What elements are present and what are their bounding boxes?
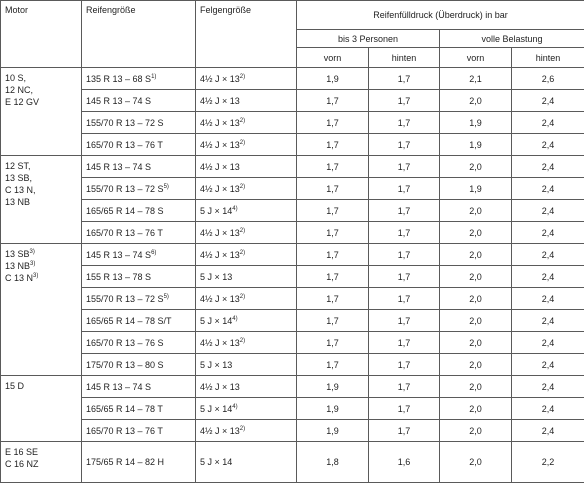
table-body <box>1 68 584 483</box>
pressure-3p-rear: 1,7 <box>369 200 440 222</box>
pressure-full-rear: 2,4 <box>512 112 584 134</box>
table-row <box>1 200 584 222</box>
table-row <box>1 442 584 483</box>
motor-name <box>5 272 77 284</box>
rim-size-text: 4½ J × 13 <box>200 118 240 128</box>
motor-cell <box>1 68 82 156</box>
tire-size-cell <box>82 310 196 332</box>
pressure-full-rear: 2,4 <box>512 156 584 178</box>
table-row <box>1 178 584 200</box>
pressure-3p-front: 1,7 <box>297 178 369 200</box>
rim-size-text: 4½ J × 13 <box>200 338 240 348</box>
motor-name <box>5 172 77 184</box>
table-row <box>1 112 584 134</box>
pressure-full-rear: 2,4 <box>512 420 584 442</box>
motor-name <box>5 248 77 260</box>
table-row <box>1 376 584 398</box>
rim-size-cell <box>196 310 297 332</box>
tire-size-text: 145 R 13 – 74 S <box>86 162 151 172</box>
pressure-3p-rear: 1,7 <box>369 178 440 200</box>
pressure-full-rear: 2,4 <box>512 376 584 398</box>
rim-size-cell <box>196 200 297 222</box>
rim-size-text: 4½ J × 13 <box>200 250 240 260</box>
rim-size-footnote: 2) <box>240 338 245 344</box>
motor-name <box>5 84 77 96</box>
pressure-full-front: 2,0 <box>440 376 512 398</box>
tire-size-cell <box>82 442 196 483</box>
pressure-full-front: 2,0 <box>440 222 512 244</box>
header-tire-size: Reifengröße <box>82 1 196 68</box>
table-row <box>1 288 584 310</box>
rim-size-text: 4½ J × 13 <box>200 74 240 84</box>
pressure-3p-front: 1,9 <box>297 398 369 420</box>
tire-size-cell <box>82 354 196 376</box>
pressure-3p-front: 1,7 <box>297 354 369 376</box>
rim-size-footnote: 2) <box>240 74 245 80</box>
table-row <box>1 310 584 332</box>
pressure-3p-rear: 1,7 <box>369 134 440 156</box>
tire-size-text: 145 R 13 – 74 S <box>86 382 151 392</box>
motor-cell <box>1 244 82 376</box>
pressure-full-rear: 2,4 <box>512 310 584 332</box>
tire-size-text: 165/70 R 13 – 76 T <box>86 140 163 150</box>
header-motor: Motor <box>1 1 82 68</box>
motor-footnote: 3) <box>30 261 35 267</box>
pressure-full-rear: 2,4 <box>512 266 584 288</box>
tire-size-text: 155/70 R 13 – 72 S <box>86 118 164 128</box>
motor-name-text: 13 NB <box>5 197 30 207</box>
tire-size-cell <box>82 266 196 288</box>
pressure-3p-front: 1,7 <box>297 156 369 178</box>
tire-size-footnote: 5) <box>164 294 169 300</box>
rim-size-footnote: 2) <box>240 228 245 234</box>
motor-name <box>5 380 77 392</box>
tire-size-text: 145 R 13 – 74 S <box>86 250 151 260</box>
motor-name-text: C 13 N, <box>5 185 36 195</box>
pressure-full-front: 2,0 <box>440 442 512 483</box>
table-header <box>1 1 584 68</box>
pressure-3p-rear: 1,7 <box>369 376 440 398</box>
table-row <box>1 156 584 178</box>
rim-size-text: 4½ J × 13 <box>200 228 240 238</box>
pressure-full-front: 2,0 <box>440 398 512 420</box>
rim-size-text: 5 J × 14 <box>200 316 232 326</box>
rim-size-cell <box>196 442 297 483</box>
table-row <box>1 354 584 376</box>
pressure-full-front: 2,0 <box>440 156 512 178</box>
motor-footnote: 3) <box>33 273 38 279</box>
rim-size-footnote: 2) <box>240 426 245 432</box>
rim-size-cell <box>196 178 297 200</box>
pressure-3p-rear: 1,7 <box>369 244 440 266</box>
tire-size-text: 145 R 13 – 74 S <box>86 96 151 106</box>
rim-size-cell <box>196 354 297 376</box>
pressure-full-front: 2,0 <box>440 200 512 222</box>
pressure-3p-rear: 1,7 <box>369 68 440 90</box>
tire-size-footnote: 6) <box>151 250 156 256</box>
tire-size-cell <box>82 398 196 420</box>
motor-name-text: 15 D <box>5 381 24 391</box>
pressure-full-rear: 2,4 <box>512 244 584 266</box>
pressure-full-rear: 2,6 <box>512 68 584 90</box>
rim-size-cell <box>196 90 297 112</box>
tire-size-text: 155/70 R 13 – 72 S <box>86 294 164 304</box>
rim-size-footnote: 4) <box>232 206 237 212</box>
pressure-3p-rear: 1,7 <box>369 398 440 420</box>
pressure-full-front: 1,9 <box>440 178 512 200</box>
rim-size-footnote: 4) <box>232 404 237 410</box>
tire-size-text: 165/65 R 14 – 78 T <box>86 404 163 414</box>
rim-size-cell <box>196 68 297 90</box>
tire-size-text: 155 R 13 – 78 S <box>86 272 151 282</box>
header-full-front: vorn <box>440 48 512 68</box>
rim-size-text: 4½ J × 13 <box>200 96 240 106</box>
motor-name-text: E 16 SE <box>5 447 38 457</box>
motor-name <box>5 458 77 470</box>
pressure-full-rear: 2,4 <box>512 222 584 244</box>
rim-size-cell <box>196 222 297 244</box>
table-row <box>1 398 584 420</box>
tire-size-cell <box>82 178 196 200</box>
table-row <box>1 134 584 156</box>
pressure-3p-rear: 1,6 <box>369 442 440 483</box>
pressure-full-front: 2,0 <box>440 332 512 354</box>
rim-size-text: 4½ J × 13 <box>200 382 240 392</box>
rim-size-text: 5 J × 14 <box>200 404 232 414</box>
tire-size-text: 175/65 R 14 – 82 H <box>86 457 164 467</box>
motor-name-text: C 13 N <box>5 273 33 283</box>
motor-name-text: E 12 GV <box>5 97 39 107</box>
pressure-3p-front: 1,9 <box>297 68 369 90</box>
motor-name-text: 13 SB <box>5 249 30 259</box>
pressure-full-front: 2,0 <box>440 288 512 310</box>
tire-size-cell <box>82 420 196 442</box>
motor-cell <box>1 442 82 483</box>
pressure-full-front: 2,0 <box>440 266 512 288</box>
tire-size-cell <box>82 288 196 310</box>
motor-name <box>5 446 77 458</box>
header-full-rear: hinten <box>512 48 584 68</box>
table-row <box>1 420 584 442</box>
tire-size-cell <box>82 112 196 134</box>
tire-size-cell <box>82 376 196 398</box>
motor-footnote: 3) <box>30 249 35 255</box>
rim-size-footnote: 2) <box>240 250 245 256</box>
motor-name <box>5 72 77 84</box>
rim-size-cell <box>196 244 297 266</box>
header-full-load: volle Belastung <box>440 30 584 48</box>
motor-name-text: C 16 NZ <box>5 459 39 469</box>
rim-size-cell <box>196 156 297 178</box>
tire-size-text: 165/70 R 13 – 76 S <box>86 338 164 348</box>
pressure-3p-rear: 1,7 <box>369 354 440 376</box>
pressure-full-rear: 2,4 <box>512 288 584 310</box>
pressure-full-front: 2,0 <box>440 90 512 112</box>
tire-size-cell <box>82 90 196 112</box>
motor-name-text: 10 S, <box>5 73 26 83</box>
pressure-3p-front: 1,7 <box>297 332 369 354</box>
pressure-full-front: 1,9 <box>440 112 512 134</box>
table-row <box>1 90 584 112</box>
table-row <box>1 222 584 244</box>
tire-size-text: 155/70 R 13 – 72 S <box>86 184 164 194</box>
rim-size-cell <box>196 266 297 288</box>
pressure-3p-rear: 1,7 <box>369 310 440 332</box>
pressure-3p-front: 1,9 <box>297 376 369 398</box>
pressure-3p-front: 1,8 <box>297 442 369 483</box>
header-pressure: Reifenfülldruck (Überdruck) in bar <box>297 1 584 30</box>
motor-name <box>5 184 77 196</box>
pressure-3p-rear: 1,7 <box>369 288 440 310</box>
motor-name <box>5 160 77 172</box>
tire-size-footnote: 5) <box>164 184 169 190</box>
pressure-full-front: 2,0 <box>440 420 512 442</box>
tire-size-cell <box>82 332 196 354</box>
motor-cell <box>1 156 82 244</box>
pressure-3p-rear: 1,7 <box>369 420 440 442</box>
tire-size-text: 175/70 R 13 – 80 S <box>86 360 164 370</box>
rim-size-footnote: 2) <box>240 184 245 190</box>
motor-name-text: 13 SB, <box>5 173 32 183</box>
pressure-3p-front: 1,7 <box>297 288 369 310</box>
rim-size-text: 5 J × 13 <box>200 272 232 282</box>
rim-size-footnote: 4) <box>232 316 237 322</box>
tire-size-cell <box>82 222 196 244</box>
tire-size-text: 165/70 R 13 – 76 T <box>86 228 163 238</box>
pressure-3p-front: 1,7 <box>297 266 369 288</box>
pressure-3p-rear: 1,7 <box>369 332 440 354</box>
motor-cell <box>1 376 82 442</box>
rim-size-text: 4½ J × 13 <box>200 184 240 194</box>
motor-name <box>5 260 77 272</box>
tire-size-text: 165/70 R 13 – 76 T <box>86 426 163 436</box>
rim-size-text: 5 J × 14 <box>200 206 232 216</box>
rim-size-cell <box>196 332 297 354</box>
rim-size-text: 5 J × 14 <box>200 457 232 467</box>
header-3p-front: vorn <box>297 48 369 68</box>
header-load-3-persons: bis 3 Personen <box>297 30 440 48</box>
pressure-3p-front: 1,7 <box>297 134 369 156</box>
pressure-3p-front: 1,7 <box>297 244 369 266</box>
pressure-full-front: 2,1 <box>440 68 512 90</box>
table-row <box>1 332 584 354</box>
pressure-3p-front: 1,7 <box>297 112 369 134</box>
rim-size-cell <box>196 134 297 156</box>
table-row <box>1 68 584 90</box>
pressure-full-front: 1,9 <box>440 134 512 156</box>
pressure-3p-front: 1,7 <box>297 222 369 244</box>
pressure-full-rear: 2,4 <box>512 398 584 420</box>
pressure-full-front: 2,0 <box>440 244 512 266</box>
rim-size-cell <box>196 112 297 134</box>
tire-size-text: 165/65 R 14 – 78 S/T <box>86 316 172 326</box>
rim-size-cell <box>196 420 297 442</box>
pressure-3p-front: 1,9 <box>297 420 369 442</box>
tire-size-cell <box>82 68 196 90</box>
pressure-full-front: 2,0 <box>440 354 512 376</box>
tire-size-text: 135 R 13 – 68 S <box>86 74 151 84</box>
rim-size-cell <box>196 398 297 420</box>
pressure-3p-rear: 1,7 <box>369 112 440 134</box>
tire-size-cell <box>82 134 196 156</box>
table-row <box>1 244 584 266</box>
motor-name-text: 13 NB <box>5 261 30 271</box>
pressure-full-rear: 2,4 <box>512 332 584 354</box>
pressure-full-front: 2,0 <box>440 310 512 332</box>
rim-size-cell <box>196 376 297 398</box>
pressure-3p-rear: 1,7 <box>369 266 440 288</box>
header-3p-rear: hinten <box>369 48 440 68</box>
motor-name <box>5 196 77 208</box>
table-row <box>1 266 584 288</box>
pressure-full-rear: 2,4 <box>512 178 584 200</box>
rim-size-text: 4½ J × 13 <box>200 140 240 150</box>
tire-size-cell <box>82 200 196 222</box>
rim-size-cell <box>196 288 297 310</box>
rim-size-text: 4½ J × 13 <box>200 162 240 172</box>
rim-size-text: 5 J × 13 <box>200 360 232 370</box>
rim-size-text: 4½ J × 13 <box>200 426 240 436</box>
pressure-full-rear: 2,2 <box>512 442 584 483</box>
pressure-full-rear: 2,4 <box>512 134 584 156</box>
pressure-3p-front: 1,7 <box>297 90 369 112</box>
tire-size-text: 165/65 R 14 – 78 S <box>86 206 164 216</box>
pressure-3p-front: 1,7 <box>297 310 369 332</box>
rim-size-footnote: 2) <box>240 118 245 124</box>
tire-size-cell <box>82 156 196 178</box>
rim-size-text: 4½ J × 13 <box>200 294 240 304</box>
pressure-3p-rear: 1,7 <box>369 156 440 178</box>
pressure-full-rear: 2,4 <box>512 354 584 376</box>
motor-name-text: 12 ST, <box>5 161 31 171</box>
motor-name <box>5 96 77 108</box>
pressure-3p-rear: 1,7 <box>369 90 440 112</box>
rim-size-footnote: 2) <box>240 294 245 300</box>
tire-size-footnote: 1) <box>151 74 156 80</box>
header-rim-size: Felgengröße <box>196 1 297 68</box>
pressure-3p-rear: 1,7 <box>369 222 440 244</box>
pressure-full-rear: 2,4 <box>512 90 584 112</box>
pressure-full-rear: 2,4 <box>512 200 584 222</box>
tire-size-cell <box>82 244 196 266</box>
motor-name-text: 12 NC, <box>5 85 33 95</box>
pressure-3p-front: 1,7 <box>297 200 369 222</box>
rim-size-footnote: 2) <box>240 140 245 146</box>
